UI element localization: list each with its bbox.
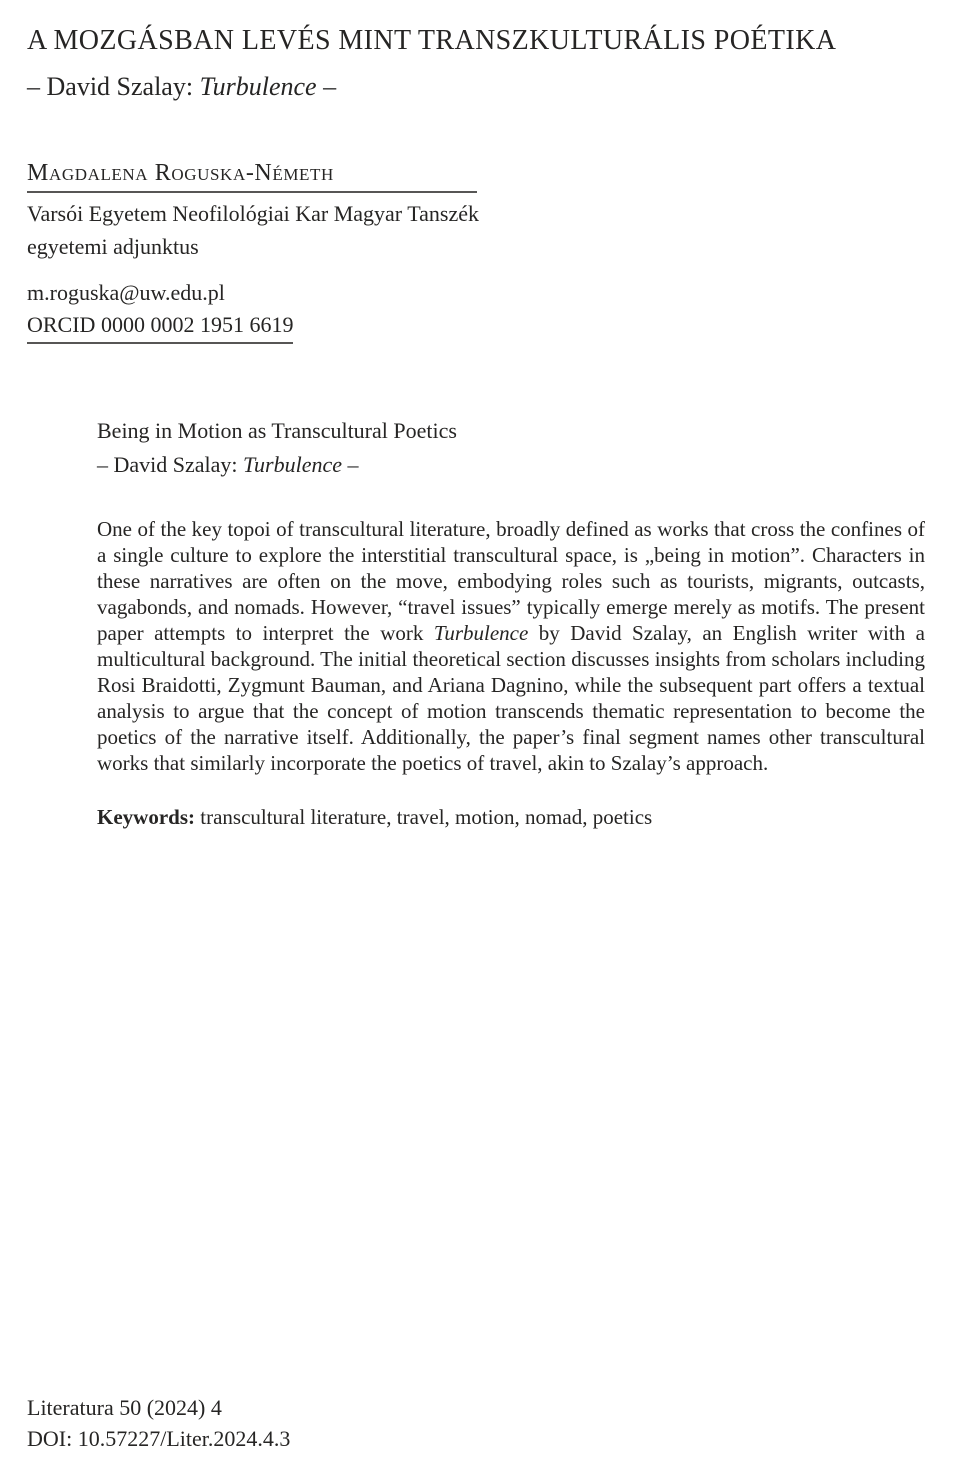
- abstract-work-title-italic: Turbulence: [433, 621, 529, 645]
- author-contact: [27, 276, 479, 344]
- author-email: m.roguska@uw.edu.pl: [27, 280, 225, 306]
- article-subtitle-prefix: – David Szalay:: [27, 71, 200, 101]
- journal-line: Literatura 50 (2024) 4: [27, 1395, 222, 1420]
- english-title: Being in Motion as Transcultural Poetics: [97, 418, 457, 443]
- english-subtitle: [97, 452, 925, 478]
- article-subtitle: [27, 73, 943, 102]
- english-work-title-italic: Turbulence: [243, 452, 343, 477]
- article-title: A MOZGÁSBAN LEVÉS MINT TRANSZKULTURÁLIS POÉTIKA: [27, 25, 837, 56]
- footer-block: [27, 1392, 290, 1454]
- abstract-part2: by David Szalay, an English writer with a multicultural background. The initial theoretical section discusses insights from scholars including Rosi Braidotti, Zygmunt Bauman, and Ariana Dagnino, while the subsequent part offers a textual analysis to argue that the concept of motion transcends thematic representation to become the poetics of the narrative itself. Additionally, the paper’s final segment names other transcultural works that similarly incorporate the poetics of travel, akin to Szalay’s approach.: [97, 621, 925, 775]
- abstract-text: [97, 516, 925, 776]
- english-subtitle-prefix: – David Szalay:: [97, 452, 244, 477]
- author-position: egyetemi adjunktus: [27, 234, 199, 260]
- author-affiliation: Varsói Egyetem Neofilológiai Kar Magyar Tanszék: [27, 201, 479, 227]
- author-orcid: ORCID 0000 0002 1951 6619: [27, 309, 293, 344]
- article-subtitle-suffix: –: [316, 71, 337, 101]
- keywords: [97, 804, 925, 830]
- author-name: Magdalena Roguska-Németh: [27, 160, 477, 193]
- main-block: [97, 418, 925, 830]
- keywords-text: transcultural literature, travel, motion, nomad, poetics: [195, 805, 653, 829]
- english-subtitle-suffix: –: [342, 452, 359, 477]
- work-title-italic: Turbulence: [199, 71, 317, 101]
- keywords-label: Keywords:: [97, 805, 195, 829]
- author-block: [27, 160, 479, 344]
- doi-line: DOI: 10.57227/Liter.2024.4.3: [27, 1426, 291, 1451]
- title-block: [27, 26, 943, 101]
- abstract-part1: One of the key topoi of transcultural literature, broadly defined as works that cross the confines of a single culture to explore the interstitial transcultural space, is „being in motion”. Characters in these narratives are often on the move, embodying roles such as tourists, migrants, outcasts, vagabonds, and nomads. However, “travel issues” typically emerge merely as motifs. The present paper attempts to interpret the work: [97, 517, 925, 645]
